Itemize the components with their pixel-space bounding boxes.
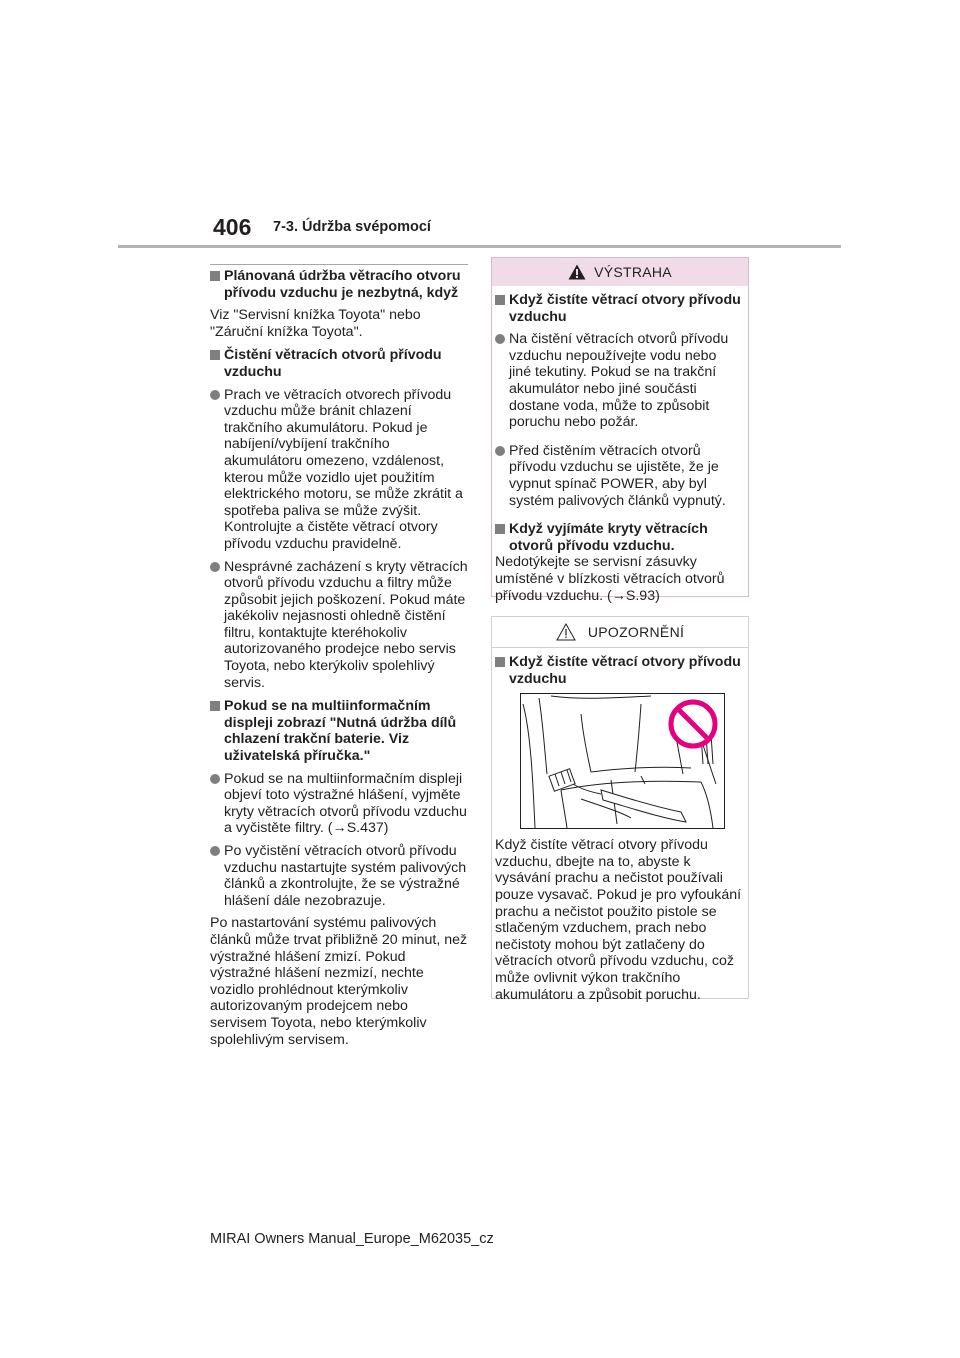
warning-title: VÝSTRAHA	[594, 264, 672, 280]
header-divider	[118, 245, 841, 248]
caution-title: UPOZORNĚNÍ	[587, 624, 685, 640]
section-title: Když vyjímáte kryty větracích otvorů přívodu vzduchu.	[495, 521, 742, 554]
caution-box	[491, 616, 749, 1003]
section-title: Když čistíte větrací otvory přívodu vzduchu	[495, 654, 742, 687]
section-title: Když čistíte větrací otvory přívodu vzduchu	[495, 292, 742, 325]
chapter-title: 7-3. Údržba svépomocí	[273, 219, 431, 235]
bullet-item: Nesprávné zacházení s kryty větracích otvorů přívodu vzduchu a filtry může způsobit jejich poškození. Pokud máte jakékoliv nejasnosti ohledně čistění filtru, kontaktujte kteréhokoliv autorizovaného prodejce nebo servis Toyota, nebo kterýkoliv spolehlivý servis.	[210, 559, 468, 692]
page-number: 406	[213, 214, 252, 240]
section-divider	[210, 264, 468, 265]
caution-header	[492, 617, 748, 648]
bullet-item: Po vyčistění větracích otvorů přívodu vzduchu nastartujte systém palivových článků a zkontrolujte, že se výstražné hlášení dále nezobrazuje.	[210, 843, 468, 909]
caution-triangle-icon	[556, 623, 576, 641]
section-title: Pokud se na multiinformačním displeji zobrazí "Nutná údržba dílů chlazení trakční baterie. Viz uživatelská příručka."	[210, 698, 468, 764]
warning-header	[492, 258, 748, 286]
bullet-item: Na čistění větracích otvorů přívodu vzduchu nepoužívejte vodu nebo jiné tekutiny. Pokud se na trakční akumulátor nebo jiné součásti dostane voda, může to způsobit poruchu nebo požár.	[495, 331, 742, 431]
paragraph: Nedotýkejte se servisní zásuvky umístěné v blízkosti větracích otvorů přívodu vzduchu. (→S.93)	[495, 554, 725, 604]
bullet-item: Prach ve větracích otvorech přívodu vzduchu může bránit chlazení trakčního akumulátoru. Pokud je nabíjení/vybíjení trakčního akumulátoru omezeno, vzdálenost, kterou může vozidlo ujet použitím elektrického motoru, se může zkrátit a spotřeba paliva se může zvýšit. Kontrolujte a čistěte větrací otvory přívodu vzduchu pravidelně.	[210, 387, 468, 553]
bullet-item: Před čistěním větracích otvorů přívodu vzduchu se ujistěte, že je vypnut spínač POWER, aby byl systém palivových článků vypnutý.	[495, 443, 742, 509]
paragraph: Viz "Servisní knížka Toyota" nebo "Záruční knížka Toyota".	[210, 307, 421, 340]
warning-box	[491, 257, 749, 604]
footer-text: MIRAI Owners Manual_Europe_M62035_cz	[210, 1231, 494, 1247]
warning-triangle-icon	[568, 264, 586, 280]
vacuum-cleaning-illustration	[521, 694, 724, 828]
paragraph: Po nastartování systému palivových článků může trvat přibližně 20 minut, než výstražné hlášení zmizí. Pokud výstražné hlášení nezmizí, nechte vozidlo prohlédnout kterýmkoliv autorizovaným prodejcem nebo servisem Toyota, nebo kterýmkoliv spolehlivým servisem.	[210, 915, 468, 1048]
left-column	[210, 264, 468, 1048]
section-title: Čistění větracích otvorů přívodu vzduchu	[210, 347, 468, 380]
illustration	[520, 693, 725, 829]
section-title: Plánovaná údržba větracího otvoru přívodu vzduchu je nezbytná, když	[210, 268, 468, 301]
paragraph: Když čistíte větrací otvory přívodu vzduchu, dbejte na to, abyste k vysávání prachu a nečistot používali pouze vysavač. Pokud je pro vyfoukání prachu a nečistot použito pistole se stlačeným vzduchem, prach nebo nečistoty mohou být zatlačeny do větracích otvorů přívodu vzduchu, což může ovlivnit výkon trakčního akumulátoru a způsobit poruchu.	[495, 837, 742, 1003]
bullet-item: Pokud se na multiinformačním displeji objeví toto výstražné hlášení, vyjměte kryty větracích otvorů přívodu vzduchu a vyčistěte filtry. (→S.437)	[210, 771, 468, 837]
